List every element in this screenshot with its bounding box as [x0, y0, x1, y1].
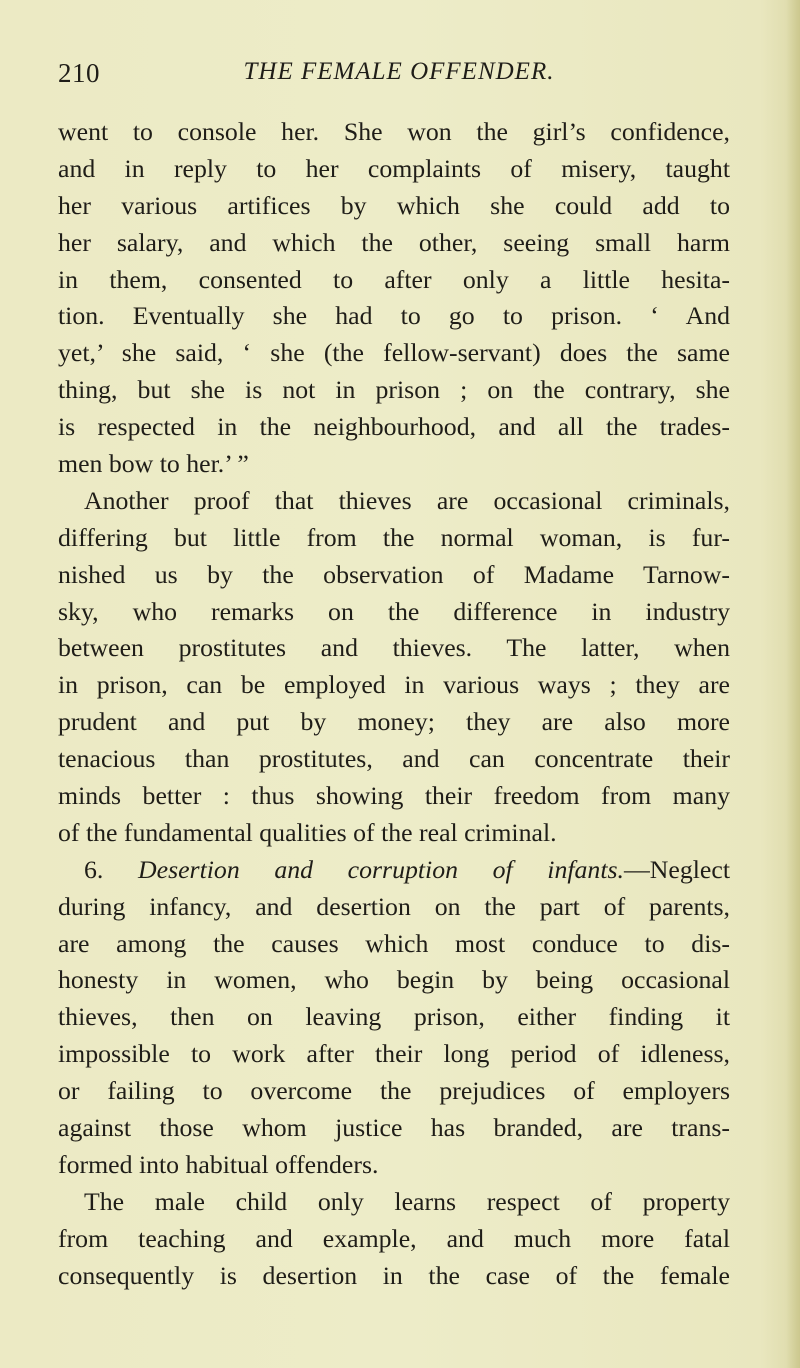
- section-title: Desertion and corruption of infants.: [137, 854, 624, 884]
- text-line: yet,’ she said, ‘ she (the fellow-servant) does the same: [58, 338, 730, 368]
- text-line: nished us by the observation of Madame Tarnow-: [58, 559, 730, 589]
- text-line: are among the causes which most conduce to dis-: [58, 928, 730, 958]
- text-line: in prison, can be employed in various ways ; they are: [58, 670, 730, 700]
- text-line: is respected in the neighbourhood, and all the trades-: [58, 412, 730, 442]
- running-title: THE FEMALE OFFENDER.: [243, 58, 555, 85]
- text-line: sky, who remarks on the difference in industry: [58, 596, 730, 626]
- text-line: formed into habitual offenders.: [58, 1149, 379, 1179]
- running-head: [58, 58, 710, 98]
- text-line: or failing to overcome the prejudices of employers: [58, 1076, 730, 1106]
- text-line: between prostitutes and thieves. The latter, when: [58, 633, 730, 663]
- text-line: during infancy, and desertion on the part of parents,: [58, 891, 730, 921]
- text-line: differing but little from the normal woman, is fur-: [58, 522, 730, 552]
- text-line: her salary, and which the other, seeing small harm: [58, 227, 730, 257]
- body-text: [58, 114, 730, 1295]
- text-line: in them, consented to after only a little hesita-: [58, 264, 730, 294]
- text-line: impossible to work after their long period of idleness,: [58, 1039, 730, 1069]
- text-line: thieves, then on leaving prison, either finding it: [58, 1002, 730, 1032]
- text-line: from teaching and example, and much more fatal: [58, 1223, 730, 1253]
- text-line: her various artifices by which she could add to: [58, 190, 730, 220]
- text-line: and in reply to her complaints of misery, taught: [58, 153, 730, 183]
- page-edge-shadow: [786, 0, 800, 1368]
- text-line: honesty in women, who begin by being occasional: [58, 965, 730, 995]
- page-number: 210: [58, 58, 100, 88]
- text-line: of the fundamental qualities of the real criminal.: [58, 817, 557, 847]
- text-line: men bow to her.’ ”: [58, 449, 249, 479]
- text-line: tion. Eventually she had to go to prison. ‘ And: [58, 301, 730, 331]
- section-heading-rest: —Neglect: [623, 854, 730, 884]
- text-line: minds better : thus showing their freedom from many: [58, 781, 730, 811]
- text-line: went to console her. She won the girl’s confidence,: [58, 117, 730, 146]
- section-number: 6.: [84, 854, 104, 884]
- section-heading-line: [58, 852, 730, 889]
- text-line: consequently is desertion in the case of the female: [58, 1260, 730, 1290]
- text-line: The male child only learns respect of property: [84, 1186, 730, 1216]
- text-line: thing, but she is not in prison ; on the contrary, she: [58, 375, 730, 405]
- text-line: Another proof that thieves are occasional criminals,: [84, 485, 730, 515]
- text-line: tenacious than prostitutes, and can concentrate their: [58, 744, 730, 774]
- text-line: prudent and put by money; they are also more: [58, 707, 730, 737]
- text-line: against those whom justice has branded, are trans-: [58, 1113, 730, 1143]
